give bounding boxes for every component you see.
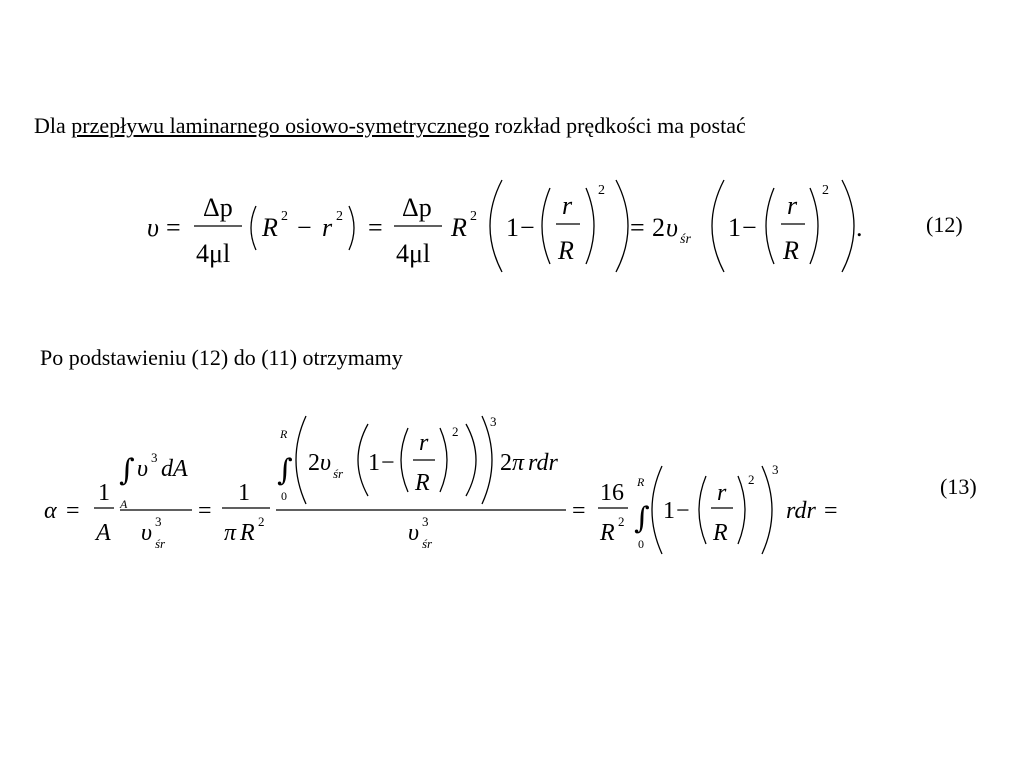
exponent: 2 xyxy=(618,514,625,529)
fraction-numerator: Δp xyxy=(203,193,233,222)
radius-symbol: R xyxy=(240,520,255,546)
velocity-symbol: υ xyxy=(666,213,678,242)
exponent: 3 xyxy=(155,514,162,529)
alpha-symbol: α xyxy=(44,498,57,524)
velocity-symbol: υ xyxy=(408,520,420,546)
equals-sign: = xyxy=(166,213,181,242)
radius-symbol: R xyxy=(783,236,799,265)
equation-13-number: (13) xyxy=(940,474,977,499)
minus-sign: − xyxy=(381,450,395,476)
rdr-symbol: rdr xyxy=(528,450,558,476)
integral-lower-limit: 0 xyxy=(281,489,287,503)
one: 1 xyxy=(368,450,380,476)
exponent: 2 xyxy=(452,424,459,439)
exponent: 2 xyxy=(598,183,605,198)
velocity-symbol: υ xyxy=(147,213,159,242)
integral-upper-limit: R xyxy=(637,475,645,489)
exponent: 2 xyxy=(258,514,265,529)
exponent: 2 xyxy=(470,209,477,224)
exponent: 3 xyxy=(151,450,158,465)
radius-symbol: R xyxy=(262,213,278,242)
radius-symbol: R xyxy=(600,520,615,546)
period: . xyxy=(856,213,863,242)
exponent: 2 xyxy=(336,209,343,224)
intro-prefix: Dla xyxy=(34,113,72,138)
intro-underlined-term: przepływu laminarnego osiowo-symetrycznego xyxy=(71,113,490,138)
integral-lower-limit: A xyxy=(120,497,128,511)
pi-symbol: π xyxy=(512,450,525,476)
velocity-symbol: υ xyxy=(320,450,332,476)
left-big-paren xyxy=(296,416,306,504)
exponent: 3 xyxy=(772,462,779,477)
minus-sign: − xyxy=(297,213,312,242)
integral-sign: ∫ xyxy=(634,501,650,536)
subscript-sr: śr xyxy=(680,232,691,247)
exponent: 3 xyxy=(422,514,429,529)
integral-upper-limit: R xyxy=(280,427,288,441)
right-big-paren xyxy=(466,424,476,496)
equals-sign: = xyxy=(198,498,212,524)
dA-symbol: dA xyxy=(161,456,188,482)
r-symbol: r xyxy=(562,191,573,220)
subscript-sr: śr xyxy=(155,536,166,551)
fraction-numerator: Δp xyxy=(402,193,432,222)
velocity-symbol: υ xyxy=(141,520,153,546)
radius-symbol: R xyxy=(558,236,574,265)
exponent: 2 xyxy=(281,209,288,224)
intro-suffix: rozkład prędkości ma postać xyxy=(489,113,746,138)
integral-sign: ∫ xyxy=(119,453,135,488)
right-paren xyxy=(738,476,745,544)
right-paren xyxy=(440,428,447,492)
left-paren xyxy=(699,476,706,544)
equals-sign: = xyxy=(368,213,383,242)
minus-sign: − xyxy=(676,498,690,524)
fraction-denominator: 4μl xyxy=(196,239,231,268)
radius-symbol: R xyxy=(415,470,430,496)
fraction-denominator: 4μl xyxy=(396,239,431,268)
exponent: 2 xyxy=(748,472,755,487)
radius-symbol: R xyxy=(451,213,467,242)
r-symbol: r xyxy=(787,191,798,220)
equals-sign: = xyxy=(66,498,80,524)
fraction-numerator: 1 xyxy=(98,480,110,506)
subscript-sr: śr xyxy=(422,536,433,551)
two: 2 xyxy=(500,450,512,476)
left-big-paren xyxy=(358,424,368,496)
equals-sign: = xyxy=(572,498,586,524)
right-big-paren xyxy=(762,466,772,554)
step-paragraph: Po podstawieniu (12) do (11) otrzymamy xyxy=(40,345,403,370)
fraction-numerator: 16 xyxy=(600,480,624,506)
subscript-sr: śr xyxy=(333,466,344,481)
right-big-paren xyxy=(482,416,492,504)
exponent: 3 xyxy=(490,414,497,429)
two: 2 xyxy=(308,450,320,476)
fraction-numerator: 1 xyxy=(238,480,250,506)
integral-lower-limit: 0 xyxy=(638,537,644,551)
exponent: 2 xyxy=(822,183,829,198)
minus-sign: − xyxy=(742,213,757,242)
left-big-paren xyxy=(652,466,662,554)
one: 1 xyxy=(506,213,519,242)
radius-symbol: R xyxy=(713,520,728,546)
r-symbol: r xyxy=(717,480,727,506)
velocity-symbol: υ xyxy=(137,456,149,482)
equals-sign: = xyxy=(630,213,645,242)
equals-sign: = xyxy=(824,498,838,524)
r-symbol: r xyxy=(419,430,429,456)
two: 2 xyxy=(652,213,665,242)
r-symbol: r xyxy=(322,213,333,242)
pi-symbol: π xyxy=(224,520,237,546)
one: 1 xyxy=(663,498,675,524)
equation-12-number: (12) xyxy=(926,212,963,237)
area-symbol: A xyxy=(96,520,111,546)
one: 1 xyxy=(728,213,741,242)
integral-sign: ∫ xyxy=(277,453,293,488)
rdr-symbol: rdr xyxy=(786,498,816,524)
left-paren xyxy=(401,428,408,492)
minus-sign: − xyxy=(520,213,535,242)
